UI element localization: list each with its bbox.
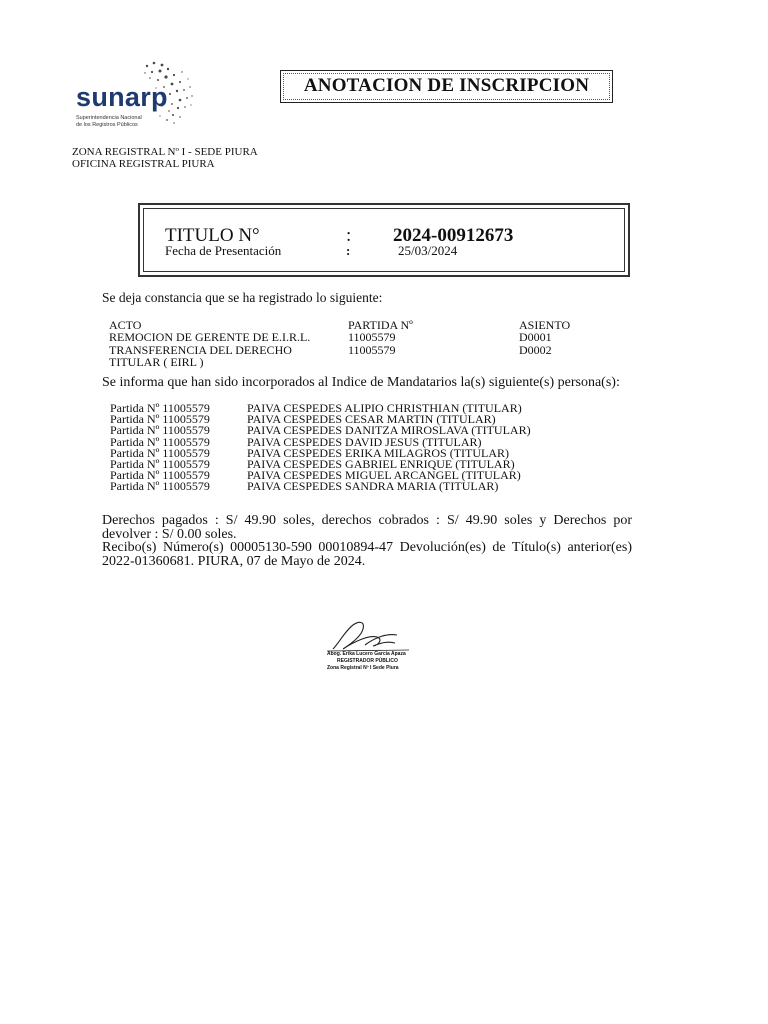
- actos-table: [109, 319, 609, 369]
- persona-name: PAIVA CESPEDES DANITZA MIROSLAVA (TITULAR): [247, 423, 531, 438]
- sunarp-logo: [72, 60, 222, 135]
- partida-ref: Partida Nº 11005579: [110, 479, 210, 494]
- partida-ref: Partida Nº 11005579: [110, 423, 210, 438]
- acto-cell: TRANSFERENCIA DEL DERECHO: [109, 342, 292, 357]
- persona-name: PAIVA CESPEDES ALIPIO CHRISTHIAN (TITULAR): [247, 401, 522, 415]
- header-acto: ACTO: [109, 318, 142, 332]
- persona-name: PAIVA CESPEDES GABRIEL ENRIQUE (TITULAR): [247, 456, 515, 471]
- acto-cell: TITULAR ( EIRL ): [109, 355, 204, 370]
- constancia-text: Se deja constancia que se ha registrado lo siguiente:: [102, 290, 383, 305]
- logo-subtitle-2: de los Registros Públicos: [76, 122, 138, 128]
- asiento-cell: D0002: [519, 342, 552, 357]
- header-asiento: ASIENTO: [519, 318, 571, 332]
- asiento-cell: D0001: [519, 330, 552, 345]
- fecha-value: 25/03/2024: [398, 243, 458, 258]
- partida-cell: 11005579: [348, 342, 396, 357]
- partida-ref: Partida Nº 11005579: [110, 412, 210, 427]
- partida-ref: Partida Nº 11005579: [110, 401, 210, 415]
- table-row: [109, 331, 609, 343]
- header-box: [280, 70, 613, 103]
- signer-name: Abog. Erika Lucero Garcia Apaza: [327, 651, 406, 657]
- document-title: ANOTACION DE INSCRIPCION: [303, 75, 590, 96]
- partida-ref: Partida Nº 11005579: [110, 434, 210, 449]
- titulo-number: 2024-00912673: [393, 225, 514, 246]
- partida-ref: Partida Nº 11005579: [110, 445, 210, 460]
- derechos-text: Derechos pagados : S/ 49.90 soles, derechos cobrados : S/ 49.90 soles y Derechos por devolver : S/ 0.00 soles.: [102, 513, 632, 542]
- mandatarios-list: [110, 403, 610, 493]
- persona-name: PAIVA CESPEDES ERIKA MILAGROS (TITULAR): [247, 445, 510, 460]
- header-partida: PARTIDA Nº: [348, 318, 413, 332]
- titulo-label: TITULO N°: [165, 225, 260, 246]
- signer-zona: Zona Registral Nº I Sede Piura: [327, 665, 399, 671]
- persona-name: PAIVA CESPEDES SANDRA MARIA (TITULAR): [247, 479, 499, 494]
- logo-wordmark: sunarp: [76, 82, 168, 112]
- acto-cell: REMOCION DE GERENTE DE E.I.R.L.: [109, 330, 311, 345]
- zona-registral: ZONA REGISTRAL Nº I - SEDE PIURA: [72, 146, 258, 158]
- logo-subtitle-1: Superintendencia Nacional: [76, 115, 142, 121]
- signer-role: REGISTRADOR PÚBLICO: [337, 658, 398, 664]
- partida-ref: Partida Nº 11005579: [110, 456, 210, 471]
- titulo-separator: :: [346, 225, 352, 246]
- mandatarios-intro: Se informa que han sido incorporados al Indice de Mandatarios la(s) siguiente(s) persona(s):: [102, 375, 620, 390]
- table-row: [109, 356, 609, 368]
- recibos-text: Recibo(s) Número(s) 00005130-590 00010894-47 Devolución(es) de Título(s) anterior(es) 2022-01360681. PIURA, 07 de Mayo de 2024.: [102, 540, 632, 569]
- persona-name: PAIVA CESPEDES MIGUEL ARCANGEL (TITULAR): [247, 468, 521, 483]
- signature-block: [325, 613, 415, 675]
- partida-ref: Partida Nº 11005579: [110, 468, 210, 483]
- persona-name: PAIVA CESPEDES CESAR MARTIN (TITULAR): [247, 412, 496, 427]
- fecha-label: Fecha de Presentación: [165, 243, 282, 258]
- partida-cell: 11005579: [348, 330, 396, 345]
- persona-name: PAIVA CESPEDES DAVID JESUS (TITULAR): [247, 434, 482, 449]
- list-item: [110, 481, 610, 492]
- oficina-registral: OFICINA REGISTRAL PIURA: [72, 158, 215, 170]
- fecha-separator: :: [346, 243, 351, 258]
